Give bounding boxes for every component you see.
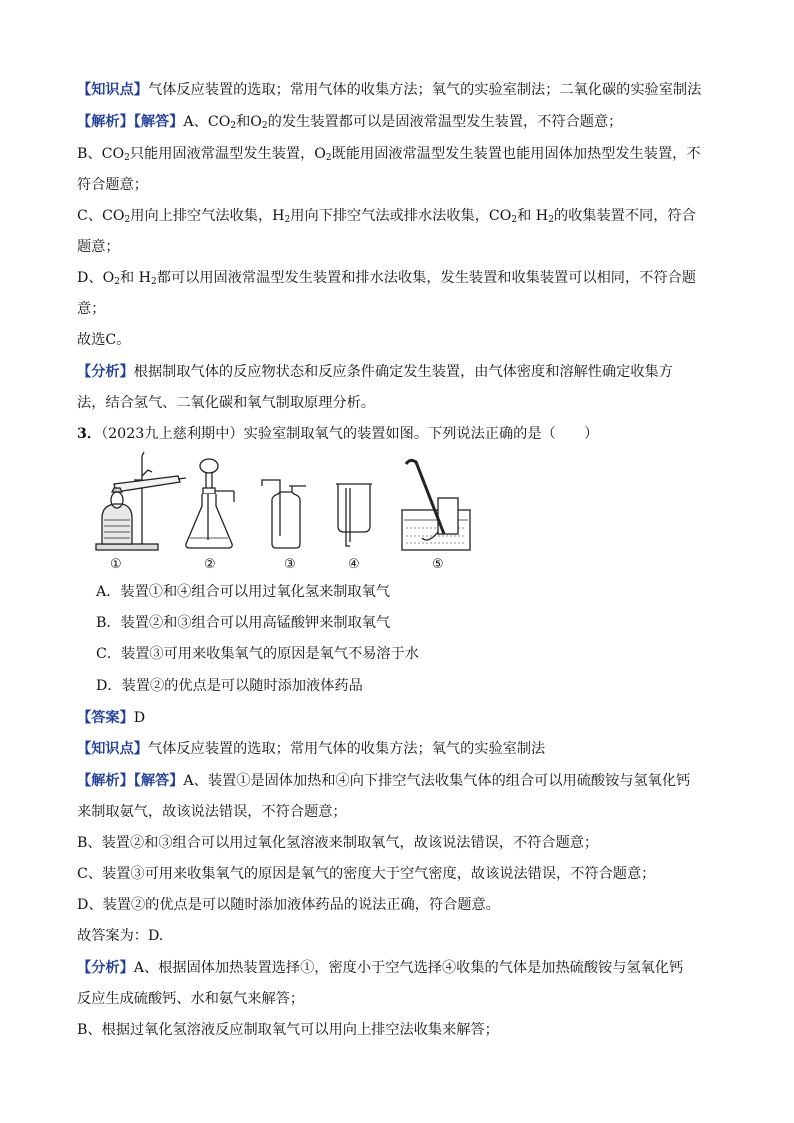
question-number: 3． [77,426,102,442]
text: D、O [77,270,115,286]
figure-label-1: ① [110,557,122,572]
knowledge-tag: 【知识点】 [77,741,148,757]
question-text: （2023九上慈利期中）实验室制取氧气的装置如图。下列说法正确的是（ ） [101,426,599,442]
subscript: 2 [114,277,120,287]
reason-tag: 【分析】 [77,960,134,976]
reason-line-3 [77,958,683,978]
figure-label-5: ⑤ [432,557,444,572]
subscript: 2 [261,121,268,131]
knowledge-line-2 [77,739,545,759]
solution-tag: 【解答】 [133,114,184,130]
solution-text: A、装置①是固体加热和④向下排空气法收集气体的组合可以用硫酸铵与氢氧化钙 [183,773,691,789]
text: 用向上排空气法收集，H [130,208,285,224]
answer-value: D [133,710,146,726]
subscript: 2 [124,215,131,225]
analysis-line-d1 [77,268,696,288]
apparatus-3-collecting-bottle [262,480,306,548]
subscript: 2 [151,277,157,287]
question-stem [77,424,598,444]
option-c: C．装置③可用来收集氧气的原因是氧气不易溶于水 [96,646,419,662]
choice-line: 故选C。 [77,332,131,348]
reason-line-1 [77,362,673,382]
answer-line [77,708,145,728]
apparatus-2-flask-funnel [186,459,234,548]
subscript: 2 [124,153,130,163]
text: 和O [236,114,262,130]
text: B、CO [77,146,125,162]
knowledge-text: 气体反应装置的选取；常用气体的收集方法；氧气的实验室制法；二氧化碳的实验室制法 [147,82,702,98]
reason-line-2: 法，结合氢气、二氧化碳和氧气制取原理分析。 [77,395,375,411]
final-answer: 故答案为：D. [77,928,164,944]
option-b: B．装置②和③组合可以用高锰酸钾来制取氧气 [96,615,391,631]
apparatus-1-heating-setup [96,452,186,550]
option-d: D．装置②的优点是可以随时添加液体药品 [96,678,363,694]
apparatus-5-water-trough [402,460,470,550]
reason-line-5: B、根据过氧化氢溶液反应制取氧气可以用向上排空法收集来解答； [77,1022,499,1038]
knowledge-line-1 [77,80,701,100]
text: 既能用固液常温型发生装置也能用固体加热型发生装置，不 [331,146,701,162]
figure-label-2: ② [204,557,216,572]
analysis-line-b1 [77,144,701,164]
analysis-tag: 【解析】 [77,773,134,789]
solution-line-c: C、装置③可用来收集氧气的原因是氧气的密度大于空气密度，故该说法错误，不符合题意； [77,866,656,882]
subscript: 2 [511,215,518,225]
text: 的发生装置都可以是固液常温型发生装置，不符合题意； [267,114,623,130]
solution-tag: 【解答】 [133,773,184,789]
reason-text: 根据制取气体的反应物状态和反应条件确定发生装置，由气体密度和溶解性确定收集方 [133,364,673,380]
figure-label-4: ④ [348,557,360,572]
text: 都可以用固液常温型发生装置和排水法收集，发生装置和收集装置可以相同，不符合题 [156,270,696,286]
text: 用向下排空气法或排水法收集，CO [290,208,512,224]
analysis-line-b2: 符合题意； [77,177,148,193]
solution-line-a2: 来制取氨气，故该说法错误，不符合题意； [77,804,347,820]
text: C、CO [77,208,125,224]
analysis-line-d2: 意； [77,301,106,317]
apparatus-4-inverted-bottle [336,484,372,546]
analysis-line-a [77,112,622,132]
solution-line-b: B、装置②和③组合可以用过氧化氢溶液来制取氧气，故该说法错误，不符合题意； [77,835,599,851]
subscript: 2 [325,153,332,163]
text: 只能用固液常温型发生装置，O [129,146,326,162]
knowledge-tag: 【知识点】 [77,82,148,98]
apparatus-figure [86,448,478,574]
reason-tag: 【分析】 [77,364,134,380]
reason-line-4: 反应生成硫酸钙、水和氨气来解答； [77,991,305,1007]
subscript: 2 [230,121,237,131]
solution-line-d: D、装置②的优点是可以随时添加液体药品的说法正确，符合题意。 [77,897,500,913]
text: 的收集装置不同，符合 [553,208,696,224]
analysis-line-c2: 题意； [77,239,120,255]
subscript: 2 [548,215,554,225]
text: A、CO [183,114,231,130]
solution-line-a1 [77,771,690,791]
answer-tag: 【答案】 [77,710,134,726]
text: 和 H [119,270,152,286]
analysis-line-c1 [77,206,696,226]
analysis-tag: 【解析】 [77,114,134,130]
option-a: A．装置①和④组合可以用过氧化氢来制取氧气 [96,584,390,600]
reason-text: A、根据固体加热装置选择①，密度小于空气选择④收集的气体是加热硫酸铵与氢氧化钙 [133,960,684,976]
subscript: 2 [284,215,291,225]
figure-label-3: ③ [284,557,296,572]
text: 和 H [517,208,549,224]
knowledge-text: 气体反应装置的选取；常用气体的收集方法；氧气的实验室制法 [147,741,546,757]
